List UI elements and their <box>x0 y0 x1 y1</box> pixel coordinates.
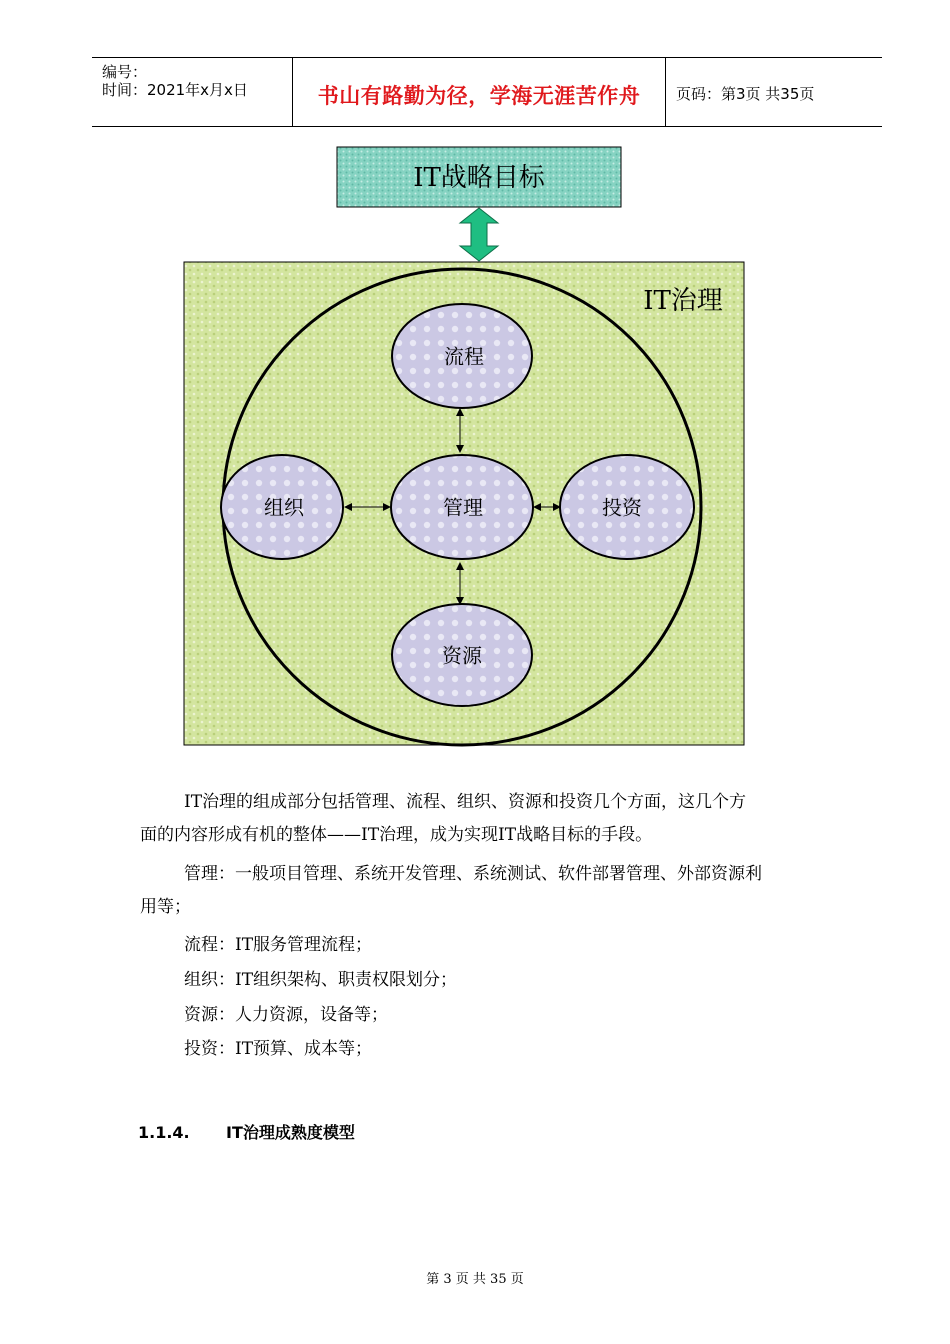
node-management-label: 管理 <box>443 495 483 520</box>
intro-line-1: IT治理的组成部分包括管理、流程、组织、资源和投资几个方面，这几个方 <box>184 792 747 812</box>
process-line: 流程：IT服务管理流程； <box>184 935 373 955</box>
intro-paragraph <box>140 786 840 852</box>
page-header <box>92 57 882 127</box>
page-footer: 第 3 页 共 35 页 <box>426 1272 524 1287</box>
intro-line-2: 面的内容形成有机的整体——IT治理，成为实现IT战略目标的手段。 <box>140 825 653 845</box>
management-paragraph <box>140 858 840 924</box>
node-process-label: 流程 <box>444 344 484 369</box>
node-resources-label: 资源 <box>442 643 482 668</box>
node-investment-label: 投资 <box>602 495 642 520</box>
it-governance-label: IT治理 <box>643 286 723 316</box>
section-title: IT治理成熟度模型 <box>226 1123 355 1142</box>
header-page-info: 页码：第3页 共35页 <box>676 85 815 103</box>
node-organization-label: 组织 <box>264 495 304 520</box>
resources-line: 资源：人力资源，设备等； <box>184 1005 388 1025</box>
organization-line: 组织：IT组织架构、职责权限划分； <box>184 970 458 990</box>
it-strategy-label: IT战略目标 <box>413 163 545 193</box>
double-arrow-icon <box>460 208 498 261</box>
document-time-label: 时间：2021年x月x日 <box>102 81 248 99</box>
header-motto-cell <box>293 58 666 126</box>
header-page-cell <box>666 58 882 126</box>
header-meta-cell <box>92 58 293 126</box>
management-line-2: 用等； <box>140 897 191 917</box>
management-line-1: 管理：一般项目管理、系统开发管理、系统测试、软件部署管理、外部资源利 <box>184 864 762 884</box>
section-number: 1.1.4. <box>138 1123 190 1142</box>
investment-line: 投资：IT预算、成本等； <box>184 1039 373 1059</box>
header-motto: 书山有路勤为径，学海无涯苦作舟 <box>317 83 641 108</box>
document-number-label: 编号： <box>102 63 148 81</box>
section-heading <box>138 1120 355 1143</box>
